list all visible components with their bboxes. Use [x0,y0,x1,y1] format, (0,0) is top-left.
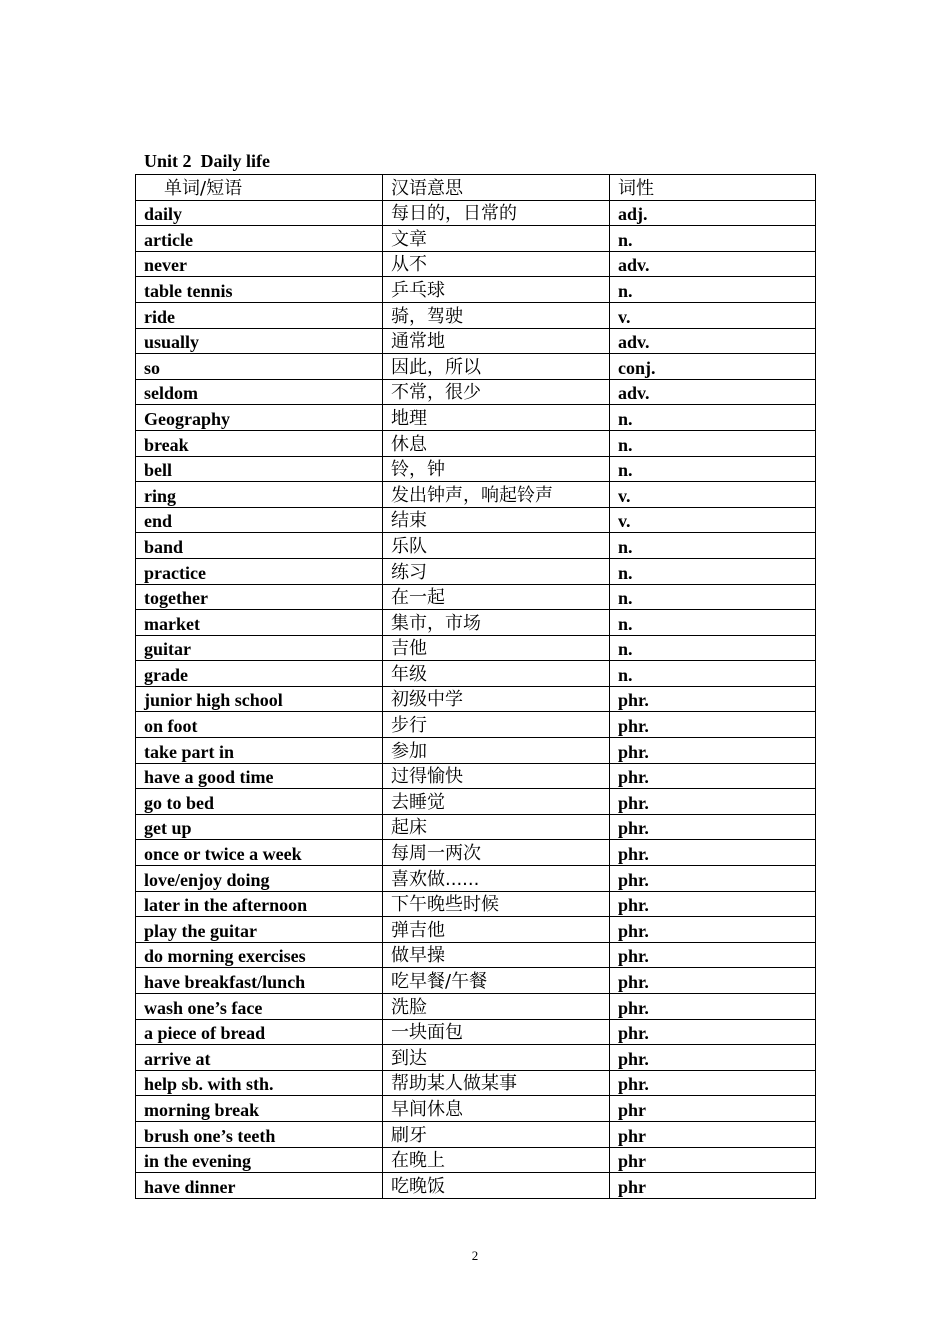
meaning-cell: 起床 [383,814,610,840]
meaning-cell: 参加 [383,738,610,764]
word-cell: so [136,354,383,380]
table-row [136,891,816,917]
part-of-speech-cell: n. [610,610,816,636]
word-cell: market [136,610,383,636]
part-of-speech-cell: phr. [610,814,816,840]
part-of-speech-cell: phr. [610,891,816,917]
meaning-cell: 帮助某人做某事 [383,1070,610,1096]
table-row [136,610,816,636]
part-of-speech-cell: n. [610,430,816,456]
part-of-speech-cell: phr. [610,712,816,738]
table-row [136,1019,816,1045]
meaning-cell: 洗脸 [383,994,610,1020]
table-row [136,866,816,892]
meaning-cell: 在一起 [383,584,610,610]
table-row [136,584,816,610]
table-row [136,814,816,840]
meaning-cell: 铃，钟 [383,456,610,482]
table-row [136,1096,816,1122]
meaning-cell: 在晚上 [383,1147,610,1173]
meaning-cell: 每周一两次 [383,840,610,866]
vocabulary-table [135,174,816,1199]
table-row [136,635,816,661]
meaning-cell: 练习 [383,558,610,584]
word-cell: ride [136,302,383,328]
part-of-speech-cell: phr [610,1173,816,1199]
part-of-speech-cell: v. [610,507,816,533]
part-of-speech-cell: v. [610,302,816,328]
part-of-speech-cell: phr. [610,917,816,943]
part-of-speech-cell: n. [610,405,816,431]
part-of-speech-cell: adv. [610,328,816,354]
table-row [136,712,816,738]
word-cell: do morning exercises [136,942,383,968]
part-of-speech-cell: phr. [610,1045,816,1071]
meaning-cell: 地理 [383,405,610,431]
meaning-cell: 到达 [383,1045,610,1071]
meaning-cell: 去睡觉 [383,789,610,815]
table-row [136,354,816,380]
table-row [136,686,816,712]
part-of-speech-cell: adv. [610,379,816,405]
header-meaning: 汉语意思 [383,175,610,201]
part-of-speech-cell: phr. [610,840,816,866]
meaning-cell: 弹吉他 [383,917,610,943]
part-of-speech-cell: phr [610,1121,816,1147]
word-cell: break [136,430,383,456]
meaning-cell: 刷牙 [383,1121,610,1147]
table-row [136,251,816,277]
word-cell: on foot [136,712,383,738]
meaning-cell: 通常地 [383,328,610,354]
meaning-cell: 吃早餐/午餐 [383,968,610,994]
meaning-cell: 喜欢做...... [383,866,610,892]
part-of-speech-cell: n. [610,456,816,482]
table-row [136,200,816,226]
word-cell: daily [136,200,383,226]
meaning-cell: 乐队 [383,533,610,559]
table-row [136,1147,816,1173]
word-cell: love/enjoy doing [136,866,383,892]
table-row [136,302,816,328]
table-row [136,405,816,431]
word-cell: have dinner [136,1173,383,1199]
part-of-speech-cell: n. [610,635,816,661]
part-of-speech-cell: n. [610,226,816,252]
table-row [136,763,816,789]
part-of-speech-cell: adj. [610,200,816,226]
unit-title: Unit 2 Daily life [144,151,270,171]
meaning-cell: 下午晚些时候 [383,891,610,917]
word-cell: once or twice a week [136,840,383,866]
part-of-speech-cell: v. [610,482,816,508]
meaning-cell: 文章 [383,226,610,252]
part-of-speech-cell: conj. [610,354,816,380]
meaning-cell: 不常，很少 [383,379,610,405]
meaning-cell: 骑，驾驶 [383,302,610,328]
part-of-speech-cell: phr [610,1096,816,1122]
page-number: 2 [471,1248,479,1263]
part-of-speech-cell: phr. [610,1070,816,1096]
part-of-speech-cell: phr. [610,763,816,789]
meaning-cell: 发出钟声，响起铃声 [383,482,610,508]
part-of-speech-cell: n. [610,558,816,584]
word-cell: in the evening [136,1147,383,1173]
table-row [136,789,816,815]
table-row [136,840,816,866]
part-of-speech-cell: n. [610,584,816,610]
table-header-row [136,175,816,201]
meaning-cell: 步行 [383,712,610,738]
word-cell: wash one’s face [136,994,383,1020]
table-row [136,430,816,456]
part-of-speech-cell: phr. [610,968,816,994]
table-row [136,661,816,687]
word-cell: end [136,507,383,533]
word-cell: get up [136,814,383,840]
meaning-cell: 从不 [383,251,610,277]
table-row [136,507,816,533]
table-row [136,738,816,764]
word-cell: guitar [136,635,383,661]
meaning-cell: 吃晚饭 [383,1173,610,1199]
header-word: 单词/短语 [136,175,383,201]
part-of-speech-cell: phr. [610,686,816,712]
word-cell: grade [136,661,383,687]
meaning-cell: 年级 [383,661,610,687]
table-row [136,456,816,482]
word-cell: table tennis [136,277,383,303]
word-cell: ring [136,482,383,508]
word-cell: bell [136,456,383,482]
part-of-speech-cell: phr. [610,866,816,892]
word-cell: never [136,251,383,277]
table-row [136,994,816,1020]
table-row [136,482,816,508]
table-row [136,968,816,994]
meaning-cell: 初级中学 [383,686,610,712]
table-row [136,1173,816,1199]
table-row [136,1045,816,1071]
word-cell: help sb. with sth. [136,1070,383,1096]
meaning-cell: 一块面包 [383,1019,610,1045]
part-of-speech-cell: phr [610,1147,816,1173]
word-cell: practice [136,558,383,584]
meaning-cell: 乒乓球 [383,277,610,303]
meaning-cell: 集市，市场 [383,610,610,636]
part-of-speech-cell: phr. [610,738,816,764]
header-part-of-speech: 词性 [610,175,816,201]
meaning-cell: 休息 [383,430,610,456]
word-cell: morning break [136,1096,383,1122]
part-of-speech-cell: phr. [610,789,816,815]
word-cell: later in the afternoon [136,891,383,917]
word-cell: junior high school [136,686,383,712]
part-of-speech-cell: n. [610,277,816,303]
part-of-speech-cell: phr. [610,942,816,968]
table-row [136,277,816,303]
table-row [136,226,816,252]
part-of-speech-cell: n. [610,661,816,687]
meaning-cell: 结束 [383,507,610,533]
meaning-cell: 因此，所以 [383,354,610,380]
word-cell: usually [136,328,383,354]
table-row [136,1121,816,1147]
word-cell: band [136,533,383,559]
word-cell: brush one’s teeth [136,1121,383,1147]
table-row [136,379,816,405]
word-cell: have breakfast/lunch [136,968,383,994]
part-of-speech-cell: adv. [610,251,816,277]
table-row [136,558,816,584]
meaning-cell: 做早操 [383,942,610,968]
meaning-cell: 早间休息 [383,1096,610,1122]
word-cell: a piece of bread [136,1019,383,1045]
word-cell: Geography [136,405,383,431]
word-cell: take part in [136,738,383,764]
word-cell: go to bed [136,789,383,815]
meaning-cell: 每日的，日常的 [383,200,610,226]
part-of-speech-cell: phr. [610,994,816,1020]
word-cell: have a good time [136,763,383,789]
word-cell: article [136,226,383,252]
table-row [136,533,816,559]
word-cell: play the guitar [136,917,383,943]
table-row [136,328,816,354]
table-row [136,942,816,968]
word-cell: seldom [136,379,383,405]
word-cell: arrive at [136,1045,383,1071]
word-cell: together [136,584,383,610]
part-of-speech-cell: n. [610,533,816,559]
meaning-cell: 过得愉快 [383,763,610,789]
meaning-cell: 吉他 [383,635,610,661]
table-row [136,917,816,943]
part-of-speech-cell: phr. [610,1019,816,1045]
table-row [136,1070,816,1096]
